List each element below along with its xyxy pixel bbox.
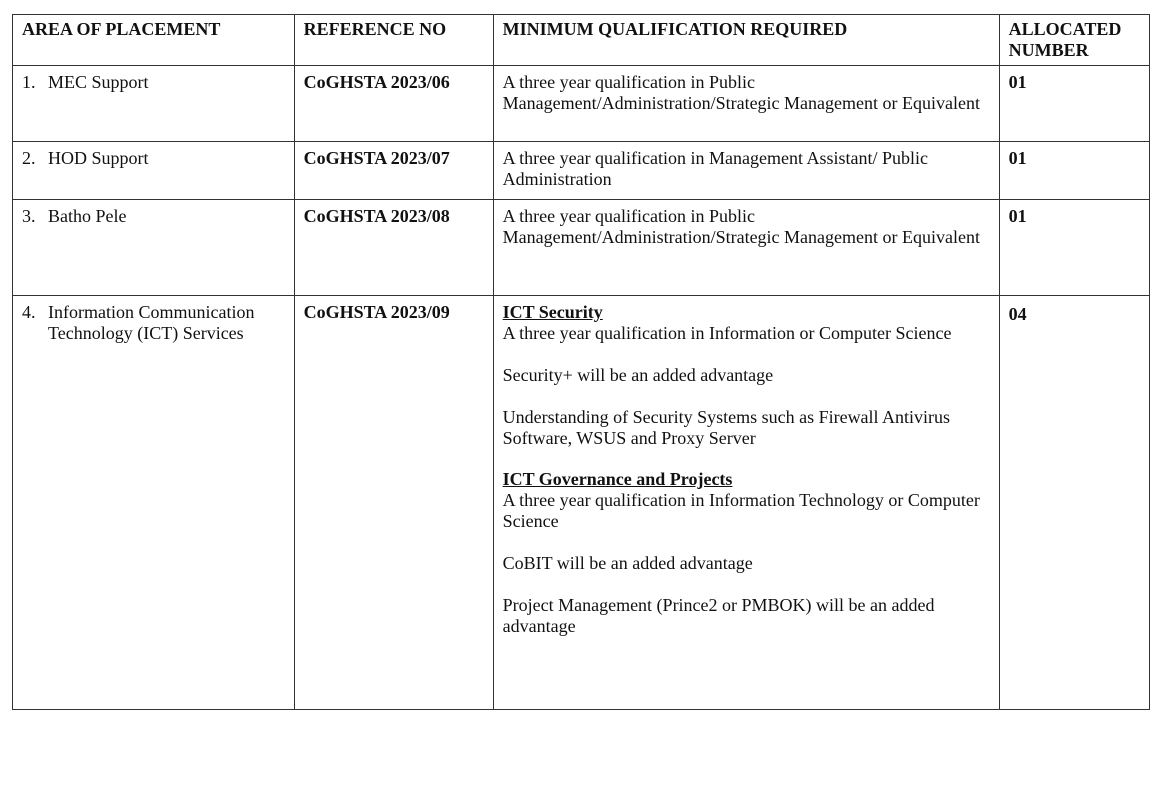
header-allocated: ALLOCATED NUMBER <box>999 15 1149 66</box>
understanding-text: Understanding of Security Systems such as Firewall Antivirus Software, WSUS and Proxy Server <box>502 407 951 448</box>
area-name: MEC Support <box>48 72 149 92</box>
table-row <box>13 200 1150 296</box>
area-cell <box>13 142 295 200</box>
header-reference: REFERENCE NO <box>294 15 493 66</box>
qualification-text: A three year qualification in Information Technology or Computer Science <box>502 490 980 531</box>
reference-cell: CoGHSTA 2023/06 <box>294 66 493 142</box>
reference-cell: CoGHSTA 2023/07 <box>294 142 493 200</box>
table-row <box>13 142 1150 200</box>
advantage-text: Security+ will be an added advantage <box>502 365 774 385</box>
table-row <box>13 66 1150 142</box>
reference-cell: CoGHSTA 2023/08 <box>294 200 493 296</box>
allocated-cell: 04 <box>999 296 1149 710</box>
allocated-cell: 01 <box>999 66 1149 142</box>
header-qualification: MINIMUM QUALIFICATION REQUIRED <box>493 15 999 66</box>
area-cell <box>13 66 295 142</box>
area-name: HOD Support <box>48 148 149 168</box>
row-number: 4. <box>22 302 36 322</box>
reference-cell: CoGHSTA 2023/09 <box>294 296 493 710</box>
row-number: 3. <box>22 206 36 226</box>
qualification-cell: A three year qualification in Public Management/Administration/Strategic Management or Equivalent <box>493 66 999 142</box>
area-name: Information Communication Technology (ICT) Services <box>48 302 255 343</box>
allocated-cell: 01 <box>999 142 1149 200</box>
advantage-text: CoBIT will be an added advantage <box>502 553 753 573</box>
section-heading-ict-security: ICT Security <box>502 302 603 322</box>
project-management-text: Project Management (Prince2 or PMBOK) will be an added advantage <box>502 595 935 636</box>
table-row <box>13 296 1150 710</box>
header-area: AREA OF PLACEMENT <box>13 15 295 66</box>
area-cell <box>13 200 295 296</box>
area-cell <box>13 296 295 710</box>
row-number: 1. <box>22 72 36 92</box>
allocated-cell: 01 <box>999 200 1149 296</box>
header-row <box>13 15 1150 66</box>
qualification-text: A three year qualification in Information or Computer Science <box>502 323 952 343</box>
section-heading-ict-governance: ICT Governance and Projects <box>502 469 733 489</box>
qualification-cell: A three year qualification in Management Assistant/ Public Administration <box>493 142 999 200</box>
qualification-cell <box>493 296 999 710</box>
area-name: Batho Pele <box>48 206 127 226</box>
row-number: 2. <box>22 148 36 168</box>
placement-table <box>12 14 1150 710</box>
qualification-cell: A three year qualification in Public Management/Administration/Strategic Management or Equivalent <box>493 200 999 296</box>
